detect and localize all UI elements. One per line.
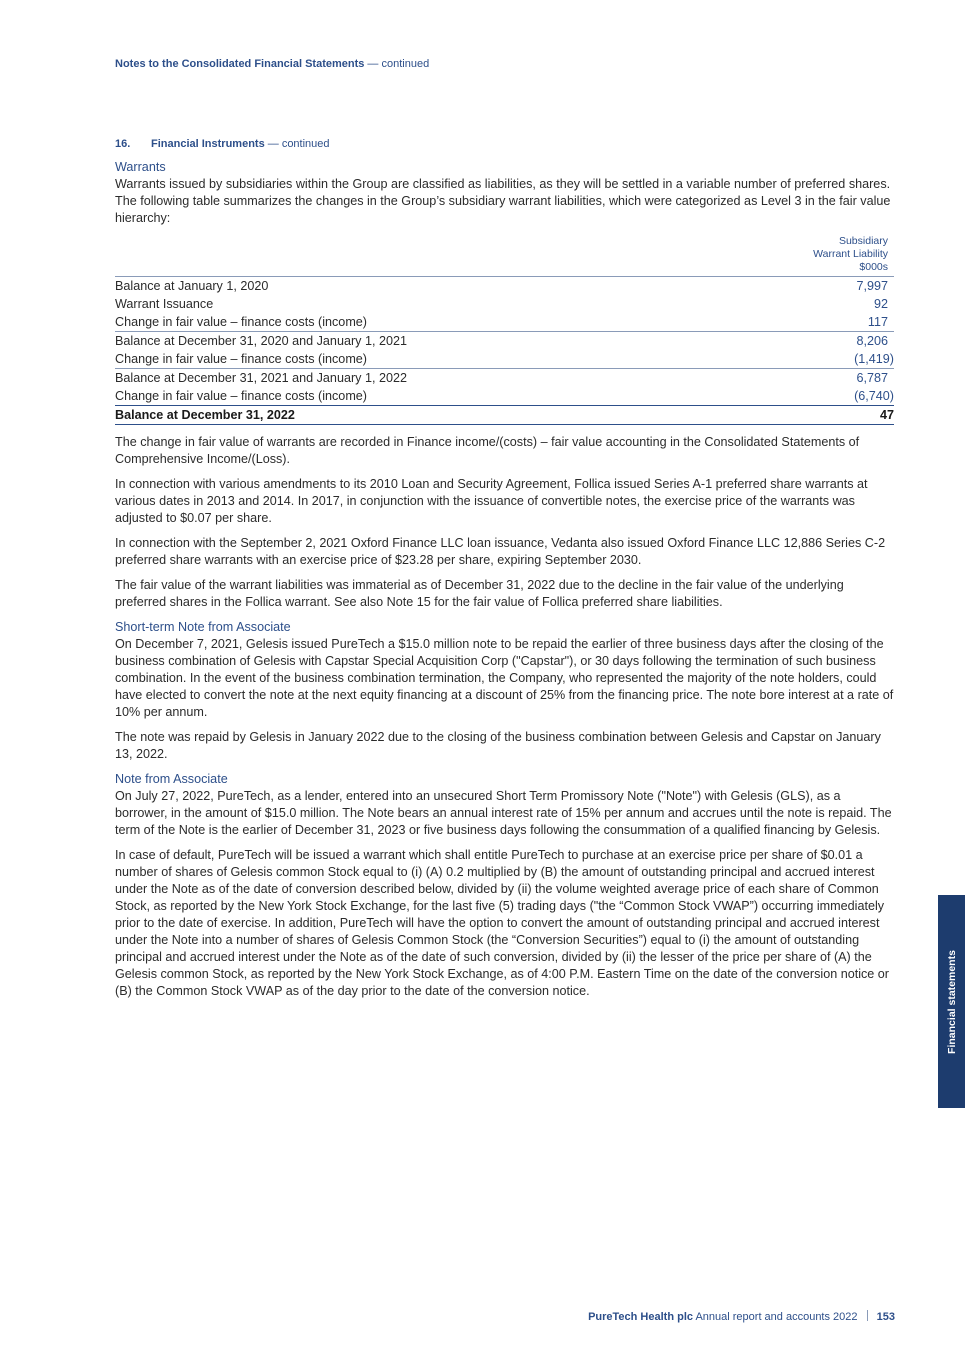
footer-report: Annual report and accounts 2022 [695, 1311, 858, 1323]
row-label: Balance at December 31, 2021 and January 1, 2022 [115, 369, 725, 388]
note-continued: — continued [264, 138, 330, 150]
table-row [115, 387, 894, 406]
total-value: 47 [725, 406, 894, 425]
column-header-line-3: $000s [859, 261, 888, 273]
table-row [115, 277, 894, 296]
row-label: Change in fair value – finance costs (income) [115, 389, 368, 403]
row-value: 8,206 [725, 332, 894, 351]
note-from-associate-heading: Note from Associate [115, 772, 228, 786]
section-side-tab[interactable] [938, 895, 965, 1108]
warrants-paragraph: In connection with various amendments to its 2010 Loan and Security Agreement, Follica issued Series A-1 preferred share warrants at various dates in 2013 and 2014. In 2017, in conjunction with the issuance of convertible notes, the exercise price of the warrants was adjusted to $0.07 per share. [115, 477, 868, 525]
note-from-associate-paragraph: On July 27, 2022, PureTech, as a lender, entered into an unsecured Short Term Promissory Note ("Note") with Gelesis (GLS), as a borrower, in the amount of $15.0 million. The Note bears an annual interest rate of 15% per annum and accrues until the note is repaid. The term of the Note is the earlier of December 31, 2023 or five business days following the consummation of a qualified financing by Gelesis. [115, 789, 892, 837]
warrants-intro: Warrants issued by subsidiaries within the Group are classified as liabilities, as they will be settled in a variable number of preferred shares. The following table summarizes the changes in the Group’s subsidiary warrant liabilities, which were categorized as Level 3 in the fair value hierarchy: [115, 177, 891, 225]
warrant-liability-table [115, 235, 894, 425]
row-value: (6,740) [854, 389, 894, 403]
page-footer [588, 1310, 895, 1323]
short-term-note-paragraph: On December 7, 2021, Gelesis issued PureTech a $15.0 million note to be repaid the earlier of three business days after the closing of the business combination of Gelesis with Capstar Special Acquisition Corp ("Capstar"), or 30 days following the termination of such business combination. In the event of the business combination termination, the Company, who represented the majority of the note holders, could have elected to convert the note at the next equity financing at a discount of 25% from the financing price. The note bore interest at a rate of 10% per annum. [115, 637, 894, 719]
row-value: 6,787 [725, 369, 894, 388]
note-from-associate-paragraph: In case of default, PureTech will be issued a warrant which shall entitle PureTech to purchase at an exercise price per share of $0.01 a number of shares of Gelesis common Stock equal to (i) (A) 0.2 multiplied by (B) the amount of outstanding principal and accrued interest under the Note as of the date of conversion described below, divided by (ii) the volume weighted average price of each share of Common Stock, as reported by the New York Stock Exchange, for the last five (5) trading days ("the “Common Stock VWAP”) occurring immediately prior to the date of exercise. In addition, PureTech will have the option to convert the amount of outstanding principal and accrued interest under the Note into a number of shares of Gelesis Common Stock (the “Conversion Securities”) equal to (i) the amount of outstanding principal and accrued interest under the Note as of the date of such conversion, divided by (ii) the lesser of the price per share of (A) the Gelesis common Stock, as reported by the New York Stock Exchange, as of 4:00 P.M. Eastern Time on the date of the conversion notice or (B) the Common Stock VWAP as of the day prior to the date of the conversion notice. [115, 848, 889, 998]
page-content [115, 136, 895, 1008]
warrants-paragraph: The change in fair value of warrants are recorded in Finance income/(costs) – fair value accounting in the Consolidated Statements of Comprehensive Income/(Loss). [115, 435, 860, 466]
column-header-line-2: Warrant Liability [813, 248, 888, 260]
row-label: Change in fair value – finance costs (income) [115, 315, 368, 329]
table-row [115, 332, 894, 351]
row-value: 7,997 [725, 277, 894, 296]
table-row [115, 350, 894, 369]
note-heading [115, 136, 895, 153]
row-label: Warrant Issuance [115, 297, 214, 311]
short-term-note-heading: Short-term Note from Associate [115, 620, 291, 634]
running-header-section: Notes to the Consolidated Financial Statements [115, 58, 365, 70]
warrants-paragraph: The fair value of the warrant liabilities was immaterial as of December 31, 2022 due to the decline in the fair value of the underlying preferred shares in the Follica warrant. See also Note 15 for the fair value of Follica preferred share liabilities. [115, 578, 844, 609]
row-label: Balance at December 31, 2020 and January 1, 2021 [115, 332, 725, 351]
table-row [115, 313, 894, 332]
row-value: 117 [867, 315, 888, 329]
short-term-note-paragraph: The note was repaid by Gelesis in January 2022 due to the closing of the business combination between Gelesis and Capstar on January 13, 2022. [115, 730, 881, 761]
table-row [115, 295, 894, 313]
row-value: (1,419) [854, 352, 894, 366]
row-label: Balance at January 1, 2020 [115, 277, 725, 296]
total-label: Balance at December 31, 2022 [115, 406, 725, 425]
side-tab-label: Financial statements [945, 949, 958, 1054]
warrants-heading: Warrants [115, 160, 166, 174]
note-title: Financial Instruments [151, 138, 265, 150]
footer-divider [867, 1310, 868, 1321]
column-header-line-1: Subsidiary [838, 235, 888, 247]
row-value: 92 [873, 297, 888, 311]
note-number: 16. [115, 138, 131, 150]
page-number: 153 [876, 1311, 895, 1323]
table-column-header [725, 235, 894, 277]
running-header [115, 58, 429, 70]
footer-company: PureTech Health plc [588, 1311, 693, 1323]
row-label: Change in fair value – finance costs (income) [115, 352, 368, 366]
table-row [115, 369, 894, 388]
running-header-continued: — continued [364, 58, 430, 70]
table-total-row [115, 406, 894, 425]
warrants-paragraph: In connection with the September 2, 2021 Oxford Finance LLC loan issuance, Vedanta also issued Oxford Finance LLC 12,886 Series C-2 preferred share warrants with an exercise price of $23.28 per share, expiring September 2030. [115, 536, 886, 567]
